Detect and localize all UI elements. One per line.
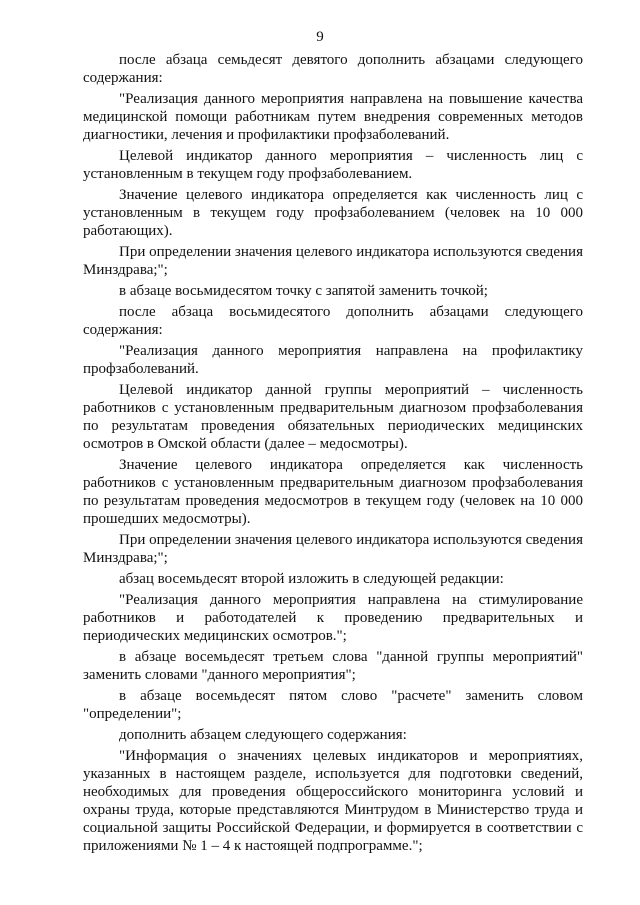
paragraph-14: в абзаце восемьдесят третьем слова "данной группы мероприятий" заменить словами "данного мероприятия"; [83, 649, 583, 683]
paragraph-12: абзац восемьдесят второй изложить в следующей редакции: [119, 571, 504, 587]
paragraph-6: в абзаце восьмидесятом точку с запятой заменить точкой; [119, 283, 488, 299]
paragraph-2: "Реализация данного мероприятия направлена на повышение качества медицинской помощи работникам путем внедрения современных методов диагностики, лечения и профилактики профзаболеваний. [83, 91, 583, 143]
paragraph-3: Целевой индикатор данного мероприятия – численность лиц с установленным в текущем году профзаболеванием. [83, 148, 583, 182]
paragraph-13: "Реализация данного мероприятия направлена на стимулирование работников и работодателей к проведению предварительных и периодических медицинских осмотров."; [83, 592, 583, 644]
paragraph-9: Целевой индикатор данной группы мероприятий – численность работников с установленным предварительным диагнозом профзаболевания по результатам проведения обязательных периодических медицинских осмотров в Омской области (далее – медосмотры). [83, 382, 583, 452]
page-number: 9 [316, 29, 324, 45]
paragraph-11: При определении значения целевого индикатора используются сведения Минздрава;"; [83, 532, 583, 566]
paragraph-7: после абзаца восьмидесятого дополнить абзацами следующего содержания: [83, 304, 583, 338]
paragraph-4: Значение целевого индикатора определяется как численность лиц с установленным в текущем году профзаболеванием (человек на 10 000 работающих). [83, 187, 583, 239]
document-body [83, 51, 583, 858]
paragraph-17: "Информация о значениях целевых индикаторов и мероприятиях, указанных в настоящем разделе, используется для подготовки сведений, необходимых для проведения общероссийского мониторинга условий и охраны труда, которые представляются Минтрудом в Министерство труда и социальной защиты Российской Федерации, и формируется в соответствии с приложениями № 1 – 4 к настоящей подпрограмме."; [83, 748, 583, 854]
paragraph-15: в абзаце восемьдесят пятом слово "расчете" заменить словом "определении"; [83, 688, 583, 722]
paragraph-16: дополнить абзацем следующего содержания: [119, 727, 407, 743]
paragraph-5: При определении значения целевого индикатора используются сведения Минздрава;"; [83, 244, 583, 278]
paragraph-1: после абзаца семьдесят девятого дополнить абзацами следующего содержания: [83, 52, 583, 86]
paragraph-10: Значение целевого индикатора определяется как численность работников с установленным предварительным диагнозом профзаболевания по результатам проведения медосмотров в текущем году (человек на 10 000 прошедших медосмотры). [83, 457, 583, 527]
paragraph-8: "Реализация данного мероприятия направлена на профилактику профзаболеваний. [83, 343, 583, 377]
